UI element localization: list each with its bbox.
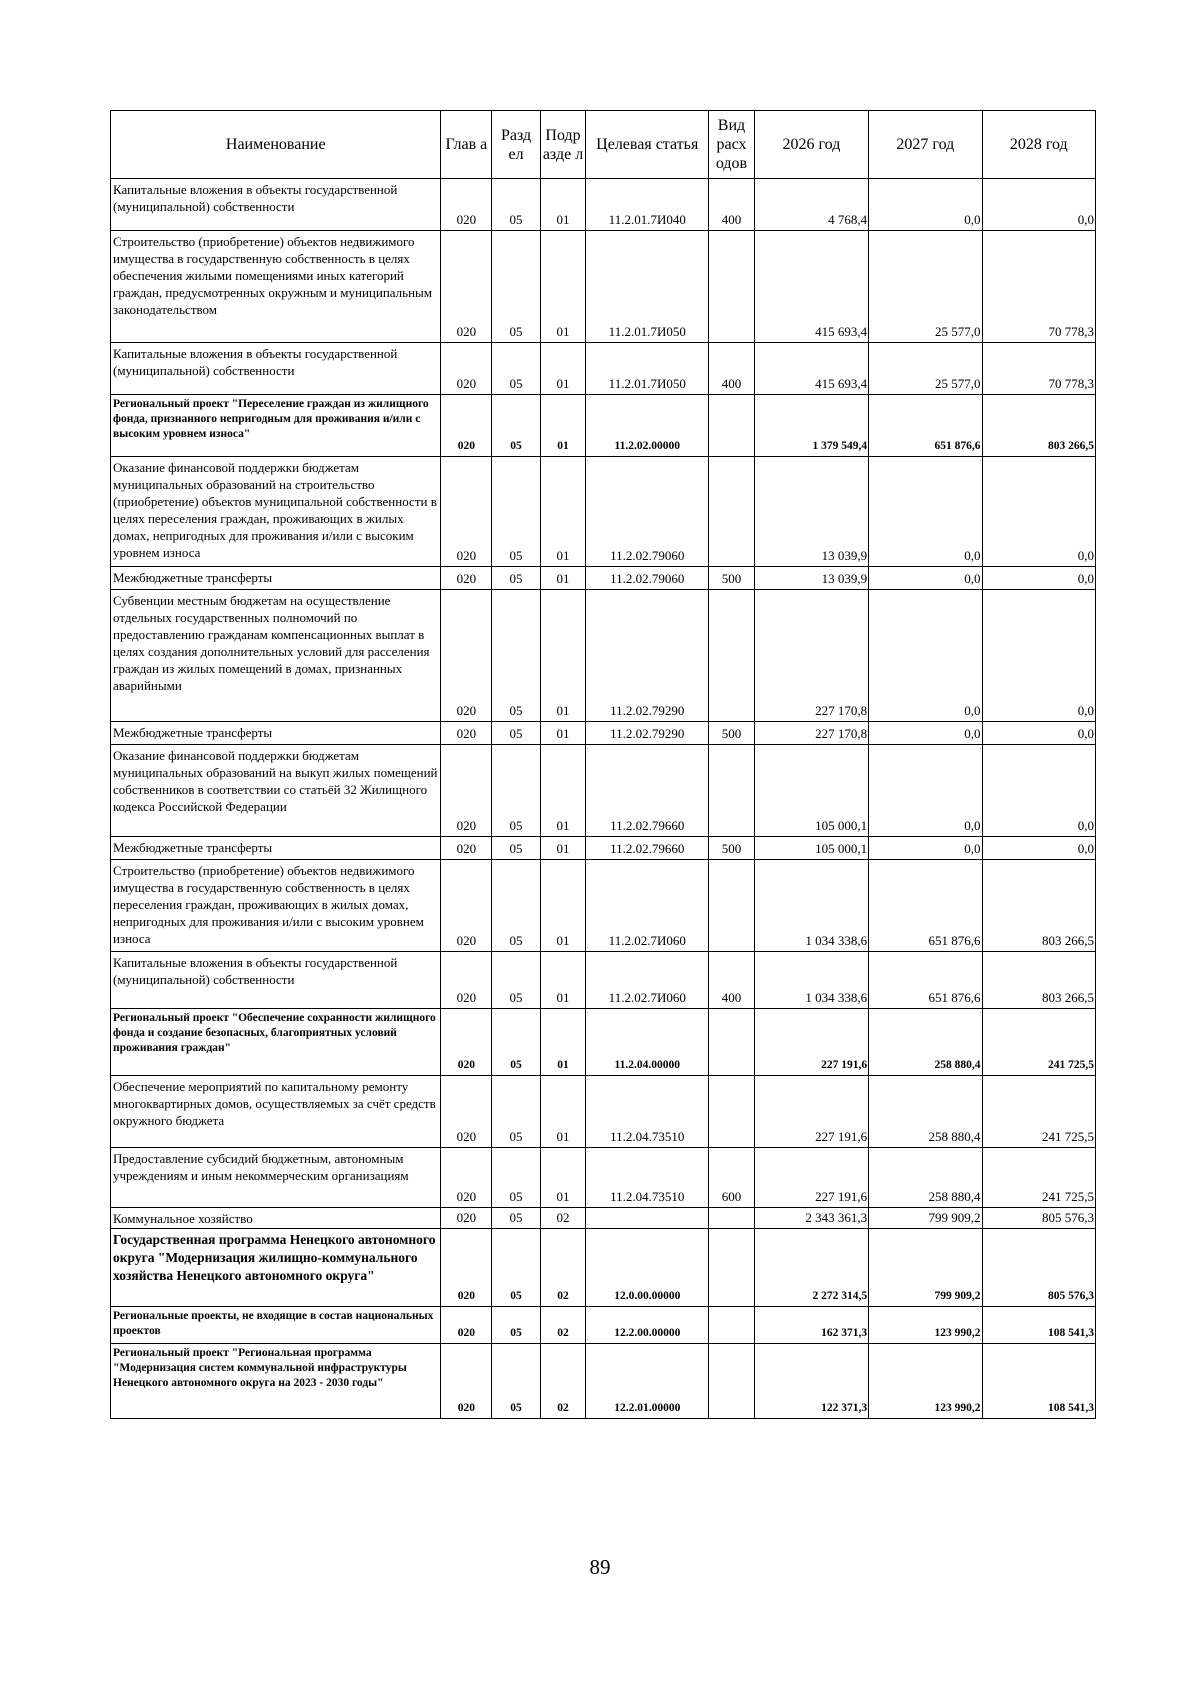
table-body: [111, 179, 1096, 1419]
cell-2028: 241 725,5: [982, 1148, 1095, 1208]
cell-expense: 500: [709, 567, 754, 590]
cell-2026: 105 000,1: [754, 837, 868, 860]
cell-name: Региональные проекты, не входящие в состав национальных проектов: [111, 1307, 441, 1344]
cell-2026: 227 170,8: [754, 590, 868, 722]
cell-target: 12.2.00.00000: [586, 1307, 709, 1344]
cell-2027: 0,0: [869, 567, 982, 590]
cell-2026: 2 272 314,5: [754, 1229, 868, 1307]
cell-target: 11.2.04.00000: [586, 1009, 709, 1076]
cell-chapter: 020: [441, 395, 492, 457]
header-chapter: Глав а: [441, 111, 492, 179]
cell-2027: 0,0: [869, 457, 982, 567]
header-section: Разд ел: [492, 111, 541, 179]
cell-expense: [709, 1307, 754, 1344]
cell-chapter: 020: [441, 952, 492, 1009]
cell-subsection: 01: [540, 952, 585, 1009]
cell-subsection: 02: [540, 1229, 585, 1307]
table-row: [111, 1148, 1096, 1208]
table-row: [111, 1229, 1096, 1307]
cell-name: Субвенции местным бюджетам на осуществление отдельных государственных полномочий по предоставлению гражданам компенсационных выплат в целях создания дополнительных условий для расселения граждан из жилых помещений в домах, признанных аварийными: [111, 590, 441, 722]
header-2026: 2026 год: [754, 111, 868, 179]
cell-2027: 651 876,6: [869, 395, 982, 457]
cell-2028: 241 725,5: [982, 1076, 1095, 1148]
cell-2028: 0,0: [982, 722, 1095, 745]
cell-subsection: 01: [540, 567, 585, 590]
cell-expense: 500: [709, 837, 754, 860]
cell-name: Капитальные вложения в объекты государственной (муниципальной) собственности: [111, 952, 441, 1009]
cell-2028: 803 266,5: [982, 395, 1095, 457]
cell-target: 11.2.04.73510: [586, 1148, 709, 1208]
cell-expense: [709, 1009, 754, 1076]
cell-2026: 1 379 549,4: [754, 395, 868, 457]
cell-2026: 415 693,4: [754, 343, 868, 395]
cell-subsection: 01: [540, 231, 585, 343]
page-number: 89: [589, 1555, 611, 1579]
cell-subsection: 01: [540, 1148, 585, 1208]
cell-2026: 13 039,9: [754, 457, 868, 567]
cell-2027: 25 577,0: [869, 343, 982, 395]
cell-chapter: 020: [441, 343, 492, 395]
header-target: Целевая статья: [586, 111, 709, 179]
cell-2026: 1 034 338,6: [754, 860, 868, 952]
cell-name: Капитальные вложения в объекты государственной (муниципальной) собственности: [111, 179, 441, 231]
cell-target: [586, 1208, 709, 1229]
table-row: [111, 722, 1096, 745]
table-row: [111, 1307, 1096, 1344]
cell-2027: 799 909,2: [869, 1208, 982, 1229]
cell-2028: 0,0: [982, 567, 1095, 590]
cell-subsection: 01: [540, 722, 585, 745]
cell-2027: 0,0: [869, 179, 982, 231]
cell-expense: [709, 745, 754, 837]
cell-chapter: 020: [441, 1148, 492, 1208]
cell-2028: 803 266,5: [982, 860, 1095, 952]
cell-2028: 0,0: [982, 590, 1095, 722]
cell-expense: [709, 395, 754, 457]
cell-target: 11.2.04.73510: [586, 1076, 709, 1148]
cell-2028: 108 541,3: [982, 1344, 1095, 1419]
cell-2027: 0,0: [869, 722, 982, 745]
cell-section: 05: [492, 1229, 541, 1307]
cell-name: Оказание финансовой поддержки бюджетам муниципальных образований на строительство (приобретение) объектов муниципальной собственности в целях переселения граждан, проживающих в жилых домах, непригодных для проживания и/или с высоким уровнем износа: [111, 457, 441, 567]
cell-chapter: 020: [441, 1208, 492, 1229]
cell-2028: 70 778,3: [982, 343, 1095, 395]
cell-name: Коммунальное хозяйство: [111, 1208, 441, 1229]
cell-2027: 258 880,4: [869, 1076, 982, 1148]
cell-target: 11.2.01.7И050: [586, 231, 709, 343]
cell-chapter: 020: [441, 837, 492, 860]
cell-2026: 122 371,3: [754, 1344, 868, 1419]
cell-subsection: 01: [540, 860, 585, 952]
cell-name: Межбюджетные трансферты: [111, 722, 441, 745]
cell-name: Капитальные вложения в объекты государственной (муниципальной) собственности: [111, 343, 441, 395]
cell-2026: 1 034 338,6: [754, 952, 868, 1009]
cell-2026: 162 371,3: [754, 1307, 868, 1344]
cell-chapter: 020: [441, 567, 492, 590]
table-row: [111, 590, 1096, 722]
cell-2026: 13 039,9: [754, 567, 868, 590]
cell-chapter: 020: [441, 1307, 492, 1344]
cell-chapter: 020: [441, 860, 492, 952]
cell-name: Оказание финансовой поддержки бюджетам муниципальных образований на выкуп жилых помещений собственников в соответствии со статьёй 32 Жилищного кодекса Российской Федерации: [111, 745, 441, 837]
table-row: [111, 745, 1096, 837]
cell-section: 05: [492, 1148, 541, 1208]
table-row: [111, 231, 1096, 343]
cell-section: 05: [492, 722, 541, 745]
cell-2028: 0,0: [982, 179, 1095, 231]
cell-target: 11.2.02.79290: [586, 590, 709, 722]
budget-table: [110, 110, 1096, 1419]
cell-name: Региональный проект "Региональная программа "Модернизация систем коммунальной инфраструктуры Ненецкого автономного округа на 2023 - 2030 годы": [111, 1344, 441, 1419]
cell-target: 11.2.02.79660: [586, 745, 709, 837]
cell-name: Обеспечение мероприятий по капитальному ремонту многоквартирных домов, осуществляемых за счёт средств окружного бюджета: [111, 1076, 441, 1148]
cell-section: 05: [492, 179, 541, 231]
cell-2026: 4 768,4: [754, 179, 868, 231]
table-row: [111, 567, 1096, 590]
table-row: [111, 1208, 1096, 1229]
cell-name: Строительство (приобретение) объектов недвижимого имущества в государственную собственность в целях обеспечения жилыми помещениями иных категорий граждан, предусмотренных окружным и муниципальным законодательством: [111, 231, 441, 343]
cell-2026: 227 170,8: [754, 722, 868, 745]
cell-chapter: 020: [441, 231, 492, 343]
budget-table-container: [110, 110, 1096, 1419]
cell-target: 11.2.02.79060: [586, 457, 709, 567]
cell-name: Региональный проект "Переселение граждан из жилищного фонда, признанного непригодным для проживания и/или с высоким уровнем износа": [111, 395, 441, 457]
cell-section: 05: [492, 1344, 541, 1419]
table-row: [111, 457, 1096, 567]
cell-section: 05: [492, 745, 541, 837]
table-row: [111, 1076, 1096, 1148]
cell-subsection: 01: [540, 1076, 585, 1148]
header-name: Наименование: [111, 111, 441, 179]
cell-expense: 400: [709, 952, 754, 1009]
cell-section: 05: [492, 590, 541, 722]
cell-2026: 227 191,6: [754, 1148, 868, 1208]
cell-target: 11.2.02.7И060: [586, 860, 709, 952]
cell-section: 05: [492, 952, 541, 1009]
cell-chapter: 020: [441, 722, 492, 745]
cell-target: 11.2.02.79660: [586, 837, 709, 860]
cell-section: 05: [492, 567, 541, 590]
cell-2027: 651 876,6: [869, 952, 982, 1009]
cell-chapter: 020: [441, 1229, 492, 1307]
cell-2028: 0,0: [982, 837, 1095, 860]
cell-2027: 651 876,6: [869, 860, 982, 952]
header-expense: Вид расх одов: [709, 111, 754, 179]
cell-2027: 123 990,2: [869, 1344, 982, 1419]
cell-name: Межбюджетные трансферты: [111, 837, 441, 860]
cell-target: 11.2.01.7И040: [586, 179, 709, 231]
cell-expense: [709, 590, 754, 722]
cell-section: 05: [492, 860, 541, 952]
table-row: [111, 1344, 1096, 1419]
cell-expense: 500: [709, 722, 754, 745]
cell-target: 11.2.02.7И060: [586, 952, 709, 1009]
cell-2026: 227 191,6: [754, 1009, 868, 1076]
header-2027: 2027 год: [869, 111, 982, 179]
header-row: [111, 111, 1096, 179]
cell-name: Государственная программа Ненецкого автономного округа "Модернизация жилищно-коммунального хозяйства Ненецкого автономного округа": [111, 1229, 441, 1307]
cell-2026: 2 343 361,3: [754, 1208, 868, 1229]
cell-target: 11.2.01.7И050: [586, 343, 709, 395]
cell-2027: 0,0: [869, 745, 982, 837]
cell-subsection: 01: [540, 590, 585, 722]
cell-section: 05: [492, 457, 541, 567]
cell-chapter: 020: [441, 1009, 492, 1076]
cell-target: 12.0.00.00000: [586, 1229, 709, 1307]
cell-subsection: 01: [540, 457, 585, 567]
table-row: [111, 395, 1096, 457]
cell-target: 12.2.01.00000: [586, 1344, 709, 1419]
cell-chapter: 020: [441, 457, 492, 567]
cell-2027: 0,0: [869, 590, 982, 722]
table-row: [111, 952, 1096, 1009]
cell-2026: 227 191,6: [754, 1076, 868, 1148]
cell-section: 05: [492, 1076, 541, 1148]
table-row: [111, 179, 1096, 231]
cell-section: 05: [492, 1009, 541, 1076]
cell-2027: 258 880,4: [869, 1009, 982, 1076]
cell-subsection: 01: [540, 179, 585, 231]
table-row: [111, 1009, 1096, 1076]
header-2028: 2028 год: [982, 111, 1095, 179]
cell-section: 05: [492, 395, 541, 457]
cell-subsection: 02: [540, 1307, 585, 1344]
table-row: [111, 860, 1096, 952]
cell-section: 05: [492, 837, 541, 860]
header-subsection: Подр азде л: [540, 111, 585, 179]
cell-2028: 241 725,5: [982, 1009, 1095, 1076]
cell-subsection: 02: [540, 1208, 585, 1229]
cell-chapter: 020: [441, 1076, 492, 1148]
cell-2027: 123 990,2: [869, 1307, 982, 1344]
cell-subsection: 01: [540, 395, 585, 457]
cell-section: 05: [492, 231, 541, 343]
cell-2028: 108 541,3: [982, 1307, 1095, 1344]
cell-2027: 799 909,2: [869, 1229, 982, 1307]
cell-expense: [709, 1344, 754, 1419]
cell-2026: 105 000,1: [754, 745, 868, 837]
cell-name: Региональный проект "Обеспечение сохранности жилищного фонда и создание безопасных, благоприятных условий проживания граждан": [111, 1009, 441, 1076]
cell-2028: 70 778,3: [982, 231, 1095, 343]
cell-section: 05: [492, 1208, 541, 1229]
table-row: [111, 837, 1096, 860]
cell-chapter: 020: [441, 590, 492, 722]
cell-name: Строительство (приобретение) объектов недвижимого имущества в государственную собственность в целях переселения граждан, проживающих в жилых домах, непригодных для проживания и/или с высоким уровнем износа: [111, 860, 441, 952]
cell-expense: [709, 1076, 754, 1148]
cell-subsection: 01: [540, 1009, 585, 1076]
cell-section: 05: [492, 343, 541, 395]
cell-target: 11.2.02.00000: [586, 395, 709, 457]
cell-chapter: 020: [441, 745, 492, 837]
cell-2027: 258 880,4: [869, 1148, 982, 1208]
cell-2028: 0,0: [982, 457, 1095, 567]
cell-expense: 400: [709, 179, 754, 231]
cell-2028: 803 266,5: [982, 952, 1095, 1009]
cell-section: 05: [492, 1307, 541, 1344]
cell-chapter: 020: [441, 1344, 492, 1419]
cell-subsection: 01: [540, 837, 585, 860]
cell-expense: [709, 231, 754, 343]
cell-expense: [709, 1229, 754, 1307]
cell-2028: 0,0: [982, 745, 1095, 837]
cell-target: 11.2.02.79290: [586, 722, 709, 745]
cell-name: Предоставление субсидий бюджетным, автономным учреждениям и иным некоммерческим организациям: [111, 1148, 441, 1208]
cell-name: Межбюджетные трансферты: [111, 567, 441, 590]
cell-expense: 600: [709, 1148, 754, 1208]
cell-subsection: 02: [540, 1344, 585, 1419]
cell-2027: 0,0: [869, 837, 982, 860]
table-row: [111, 343, 1096, 395]
cell-2027: 25 577,0: [869, 231, 982, 343]
cell-2026: 415 693,4: [754, 231, 868, 343]
cell-chapter: 020: [441, 179, 492, 231]
cell-subsection: 01: [540, 745, 585, 837]
cell-expense: [709, 457, 754, 567]
cell-target: 11.2.02.79060: [586, 567, 709, 590]
cell-subsection: 01: [540, 343, 585, 395]
cell-2028: 805 576,3: [982, 1208, 1095, 1229]
cell-expense: [709, 1208, 754, 1229]
cell-2028: 805 576,3: [982, 1229, 1095, 1307]
cell-expense: 400: [709, 343, 754, 395]
cell-expense: [709, 860, 754, 952]
